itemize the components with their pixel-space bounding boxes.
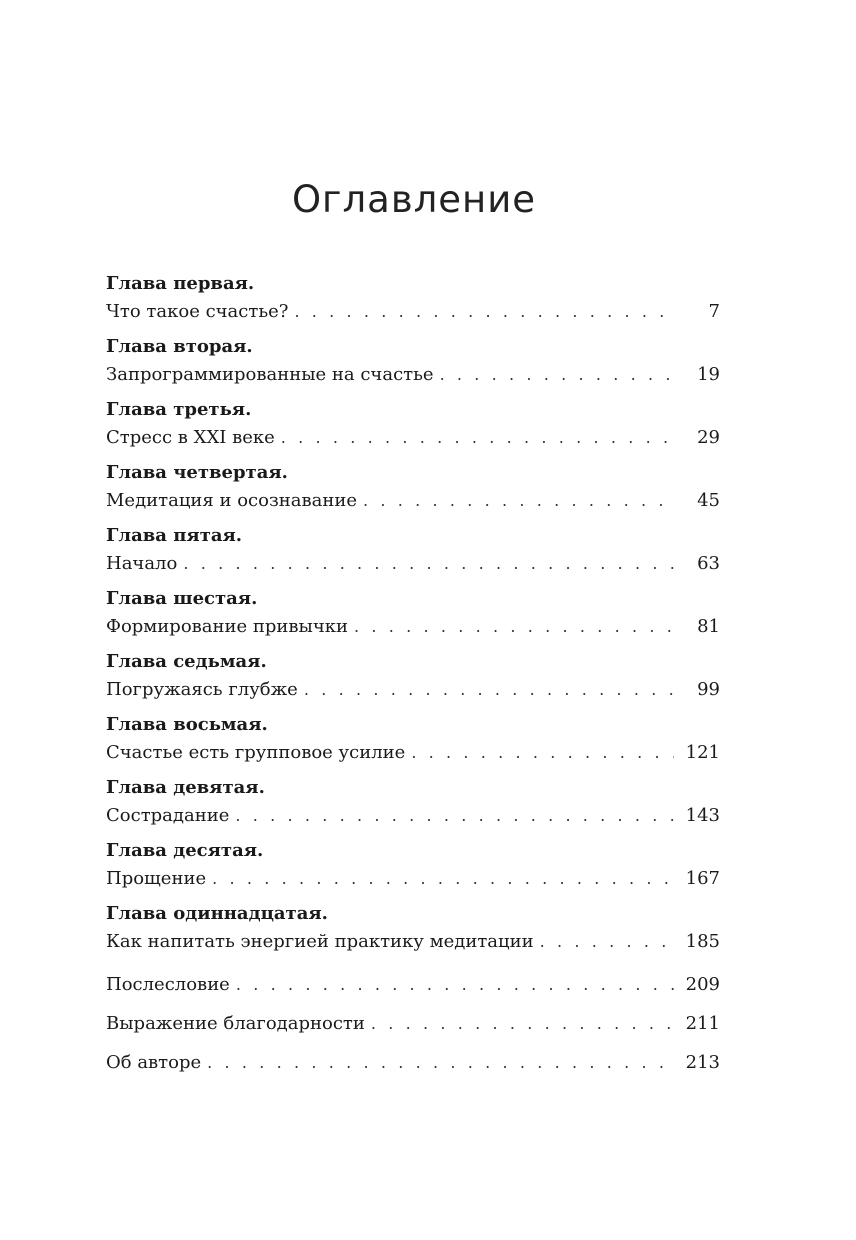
entry-title: Стресс в XXI веке	[106, 427, 275, 448]
page-number: 167	[685, 868, 720, 889]
entry-title: Послесловие	[106, 974, 230, 995]
entry-title: Формирование привычки	[106, 616, 349, 637]
toc-entry[interactable]	[106, 739, 720, 767]
page-title: Оглавление	[291, 178, 537, 221]
page-number: 29	[697, 427, 720, 448]
entry-title: Как напитать энергией практику медитации	[106, 931, 534, 952]
entry-title: Прощение	[106, 868, 207, 889]
dot-leader	[304, 676, 674, 704]
toc-extra-afterword	[106, 971, 720, 1010]
toc-entry[interactable]	[106, 676, 720, 704]
toc-entry[interactable]	[106, 1010, 720, 1038]
page-number: 121	[685, 742, 720, 763]
dot-leader	[183, 550, 674, 578]
chapter-heading: Глава вторая.	[106, 336, 253, 357]
section-spacer	[106, 963, 720, 971]
chapter-heading: Глава шестая.	[106, 588, 258, 609]
entry-title: Что такое счастье?	[106, 301, 289, 322]
toc-chapter-8	[106, 711, 720, 774]
chapter-heading: Глава одиннадцатая.	[106, 903, 328, 924]
dot-leader	[440, 361, 674, 389]
chapter-heading: Глава десятая.	[106, 840, 264, 861]
toc-chapter-5	[106, 522, 720, 585]
toc-chapter-1	[106, 270, 720, 333]
page-number: 7	[708, 301, 720, 322]
toc-entry[interactable]	[106, 613, 720, 641]
toc-entry[interactable]	[106, 424, 720, 452]
toc-entry[interactable]	[106, 802, 720, 830]
page-number: 63	[697, 553, 720, 574]
toc-entry[interactable]	[106, 487, 720, 515]
toc-entry[interactable]	[106, 928, 720, 956]
entry-title: Запрограммированные на счастье	[106, 364, 434, 385]
toc-chapter-4	[106, 459, 720, 522]
dot-leader	[235, 802, 674, 830]
toc-entry[interactable]	[106, 865, 720, 893]
toc-chapter-10	[106, 837, 720, 900]
chapter-heading: Глава третья.	[106, 399, 252, 420]
toc-chapter-3	[106, 396, 720, 459]
dot-leader	[294, 298, 674, 326]
page-number: 213	[685, 1052, 720, 1073]
page-number: 185	[685, 931, 720, 952]
chapter-heading: Глава восьмая.	[106, 714, 268, 735]
page-number: 19	[697, 364, 720, 385]
toc-entry[interactable]	[106, 971, 720, 999]
page-number: 99	[697, 679, 720, 700]
toc-chapter-9	[106, 774, 720, 837]
toc-chapter-11	[106, 900, 720, 963]
toc-chapter-7	[106, 648, 720, 711]
toc-entry[interactable]	[106, 298, 720, 326]
page-number: 209	[685, 974, 720, 995]
toc-entry[interactable]	[106, 550, 720, 578]
dot-leader	[363, 487, 674, 515]
table-of-contents	[106, 270, 720, 1088]
page-number: 211	[685, 1013, 720, 1034]
toc-chapter-2	[106, 333, 720, 396]
toc-chapter-6	[106, 585, 720, 648]
chapter-heading: Глава пятая.	[106, 525, 243, 546]
entry-title: Выражение благодарности	[106, 1013, 365, 1034]
entry-title: Счастье есть групповое усилие	[106, 742, 406, 763]
entry-title: Начало	[106, 553, 178, 574]
dot-leader	[207, 1049, 674, 1077]
page-number: 45	[697, 490, 720, 511]
dot-leader	[540, 928, 674, 956]
dot-leader	[411, 739, 674, 767]
dot-leader	[354, 613, 674, 641]
page-number: 143	[685, 805, 720, 826]
toc-entry[interactable]	[106, 1049, 720, 1077]
entry-title: Медитация и осознавание	[106, 490, 358, 511]
entry-title: Об авторе	[106, 1052, 202, 1073]
chapter-heading: Глава девятая.	[106, 777, 265, 798]
toc-extra-acknowledgements	[106, 1010, 720, 1049]
entry-title: Погружаясь глубже	[106, 679, 298, 700]
toc-entry[interactable]	[106, 361, 720, 389]
dot-leader	[212, 865, 674, 893]
chapter-heading: Глава четвертая.	[106, 462, 288, 483]
dot-leader	[236, 971, 674, 999]
chapter-heading: Глава седьмая.	[106, 651, 267, 672]
page-number: 81	[697, 616, 720, 637]
entry-title: Сострадание	[106, 805, 230, 826]
dot-leader	[281, 424, 674, 452]
toc-extra-about-author	[106, 1049, 720, 1088]
dot-leader	[371, 1010, 674, 1038]
chapter-heading: Глава первая.	[106, 273, 255, 294]
